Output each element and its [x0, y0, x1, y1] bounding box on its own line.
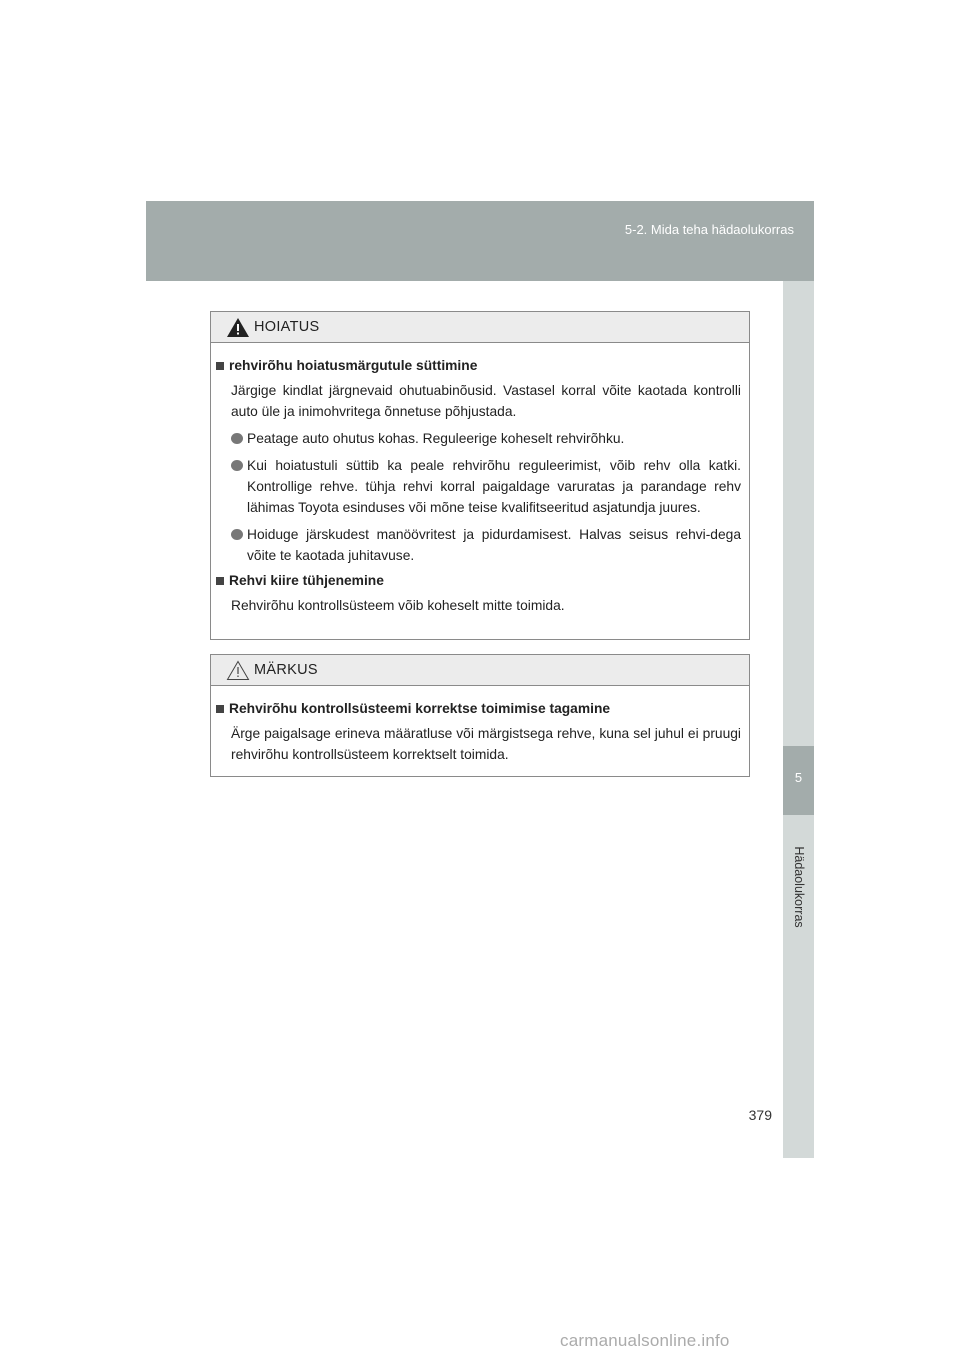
square-bullet-icon	[216, 577, 224, 585]
notice-text: Ärge paigalsage erineva määratluse või märgistsega rehve, kuna sel juhul ei pruugi rehvirõhu kontrollsüsteem korrektselt toimida.	[231, 726, 741, 762]
bullet-item	[231, 524, 741, 566]
circle-bullet-icon	[231, 529, 243, 540]
notice-box-header	[211, 655, 749, 686]
watermark: carmanualsonline.info	[560, 1331, 730, 1350]
heading-text: rehvirõhu hoiatusmärgutule süttimine	[229, 358, 478, 373]
heading-text: Rehvirõhu kontrollsüsteemi korrektse toimimise tagamine	[229, 701, 611, 716]
warning-section-heading	[216, 355, 741, 376]
bullet-text: Peatage auto ohutus kohas. Reguleerige koheselt rehvirõhku.	[247, 431, 625, 446]
notice-box	[210, 654, 750, 777]
header-band	[146, 201, 814, 281]
bullet-item	[231, 455, 741, 518]
side-strip	[783, 281, 814, 1158]
chapter-label: Hädaolukorras	[791, 846, 806, 928]
warning-intro: Järgige kindlat järgnevaid ohutuabinõusid. Vastasel korral võite kaotada kontrolli auto üle ja inimohvritega õnnetuse põhjustada.	[231, 383, 741, 419]
bullet-item	[231, 428, 741, 449]
bullet-text: Hoiduge järskudest manöövritest ja pidurdamisest. Halvas seisus rehvi-dega võite te kaotada juhitavuse.	[247, 527, 741, 563]
warning-triangle-filled-icon	[226, 317, 250, 338]
chapter-label-wrap	[783, 820, 814, 960]
chapter-tab	[783, 746, 814, 815]
warning-box	[210, 311, 750, 640]
square-bullet-icon	[216, 362, 224, 370]
warning-body	[211, 343, 749, 616]
warning-section2-text: Rehvirõhu kontrollsüsteem võib koheselt mitte toimida.	[231, 598, 565, 613]
circle-bullet-icon	[231, 460, 243, 471]
warning-triangle-outline-icon	[226, 660, 250, 681]
chapter-number: 5	[794, 770, 803, 785]
square-bullet-icon	[216, 705, 224, 713]
notice-title: MÄRKUS	[254, 662, 318, 678]
warning-box-header	[211, 312, 749, 343]
section-title: 5-2. Mida teha hädaolukorras	[624, 222, 794, 237]
warning-section-heading	[216, 570, 741, 591]
notice-section-heading	[216, 698, 741, 719]
notice-body	[211, 686, 749, 765]
bullet-text: Kui hoiatustuli süttib ka peale rehvirõhu reguleerimist, võib rehv olla katki. Kontrollige rehve. tühja rehvi korral paigaldage varuratas ja parandage rehv lähimas Toyota esinduses või mõne teise kvalifitseeritud asjatundja juures.	[247, 458, 741, 515]
heading-text: Rehvi kiire tühjenemine	[229, 573, 384, 588]
page-number: 379	[748, 1107, 772, 1123]
warning-title: HOIATUS	[254, 319, 320, 335]
circle-bullet-icon	[231, 433, 243, 444]
